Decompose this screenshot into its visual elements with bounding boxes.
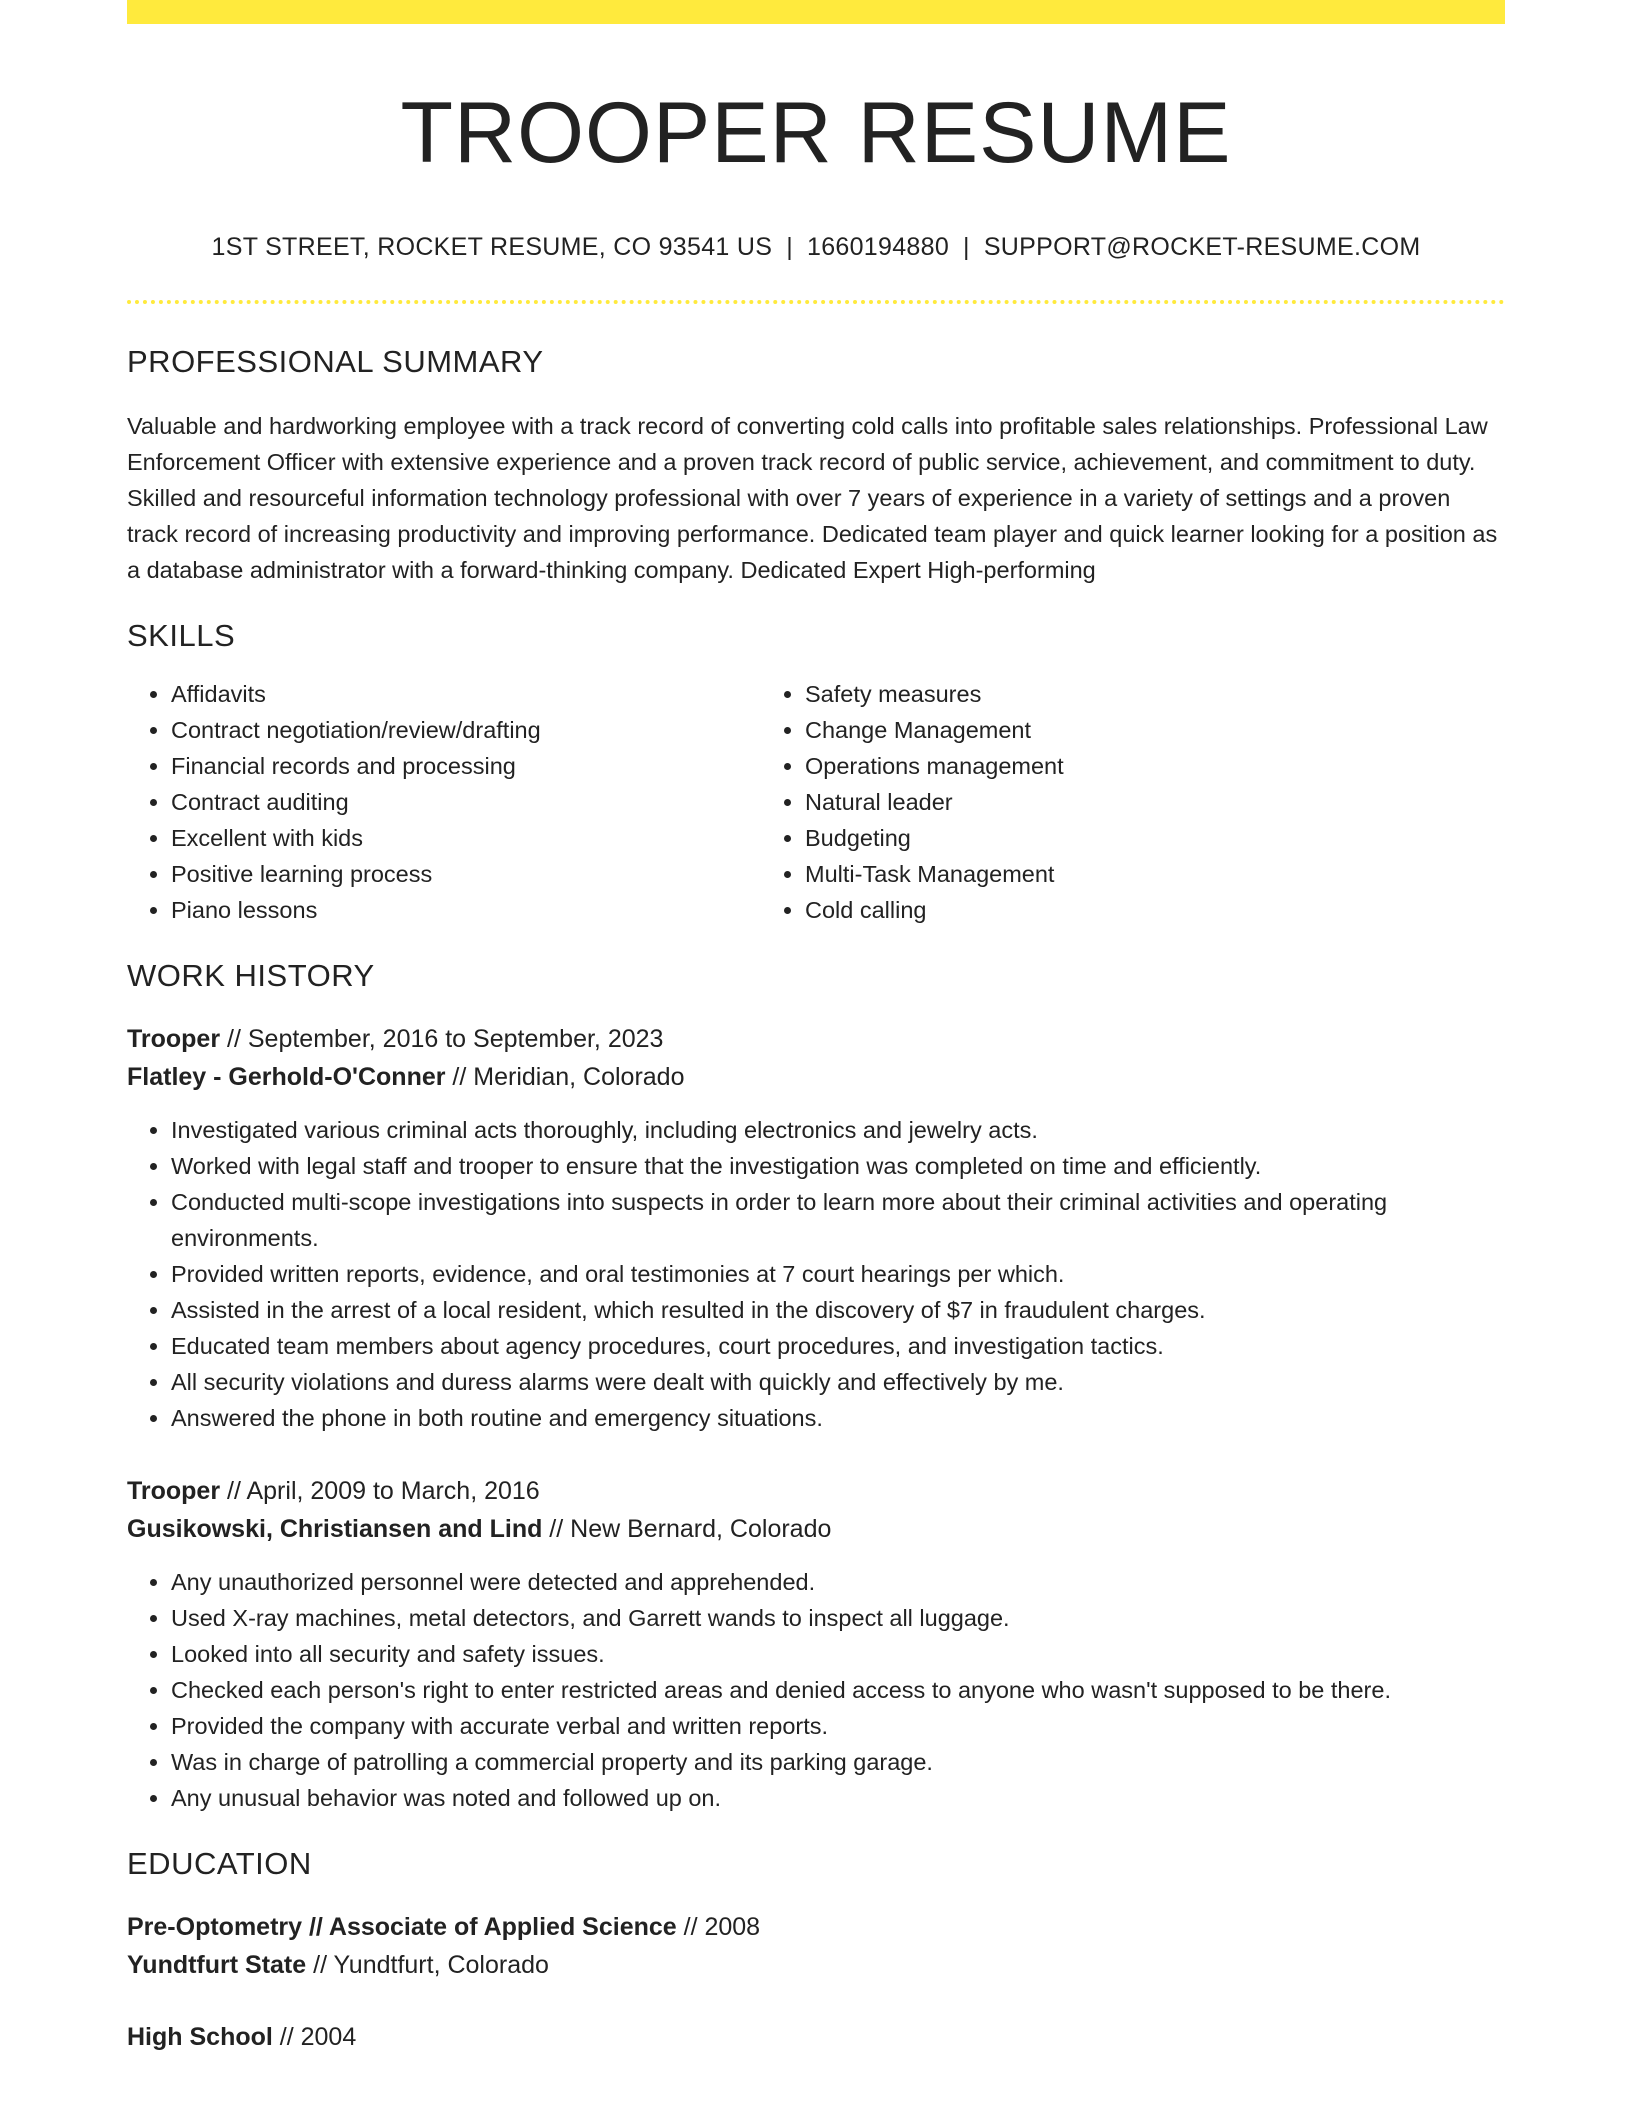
education-year: // 2008 bbox=[676, 1913, 761, 1942]
job-location: // New Bernard, Colorado bbox=[542, 1515, 832, 1544]
job-entry bbox=[127, 1020, 1505, 1436]
education-degree-line bbox=[127, 1908, 1505, 1946]
job-duty: • Investigated various criminal acts thoroughly, including electronics and jewelry acts. bbox=[171, 1112, 1505, 1148]
job-entry bbox=[127, 1472, 1505, 1816]
education-school: Yundtfurt State bbox=[127, 1951, 307, 1980]
job-duty: • Checked each person's right to enter restricted areas and denied access to anyone who wasn't supposed to be there. bbox=[171, 1672, 1505, 1708]
skill-item: • Contract auditing bbox=[171, 784, 761, 820]
skill-item: • Piano lessons bbox=[171, 892, 761, 928]
job-duties bbox=[127, 1564, 1505, 1816]
section-title-education: EDUCATION bbox=[127, 1846, 312, 1882]
contact-separator: | bbox=[786, 233, 793, 262]
job-duty: • Any unusual behavior was noted and followed up on. bbox=[171, 1780, 1505, 1816]
section-title-skills: SKILLS bbox=[127, 618, 236, 654]
job-duty: • Provided written reports, evidence, and oral testimonies at 7 court hearings per which. bbox=[171, 1256, 1505, 1292]
contact-address: 1ST STREET, ROCKET RESUME, CO 93541 US bbox=[211, 233, 773, 262]
skill-item: • Financial records and processing bbox=[171, 748, 761, 784]
job-role: Trooper bbox=[127, 1477, 221, 1506]
resume-page bbox=[127, 0, 1505, 2056]
skill-item: • Excellent with kids bbox=[171, 820, 761, 856]
job-duty: • Looked into all security and safety issues. bbox=[171, 1636, 1505, 1672]
education-school-line bbox=[127, 1946, 1505, 1984]
skill-item: • Safety measures bbox=[805, 676, 1461, 712]
education-year: // 2004 bbox=[272, 2023, 357, 2052]
skills-column-right bbox=[761, 676, 1461, 928]
job-duty: • All security violations and duress alarms were dealt with quickly and effectively by me. bbox=[171, 1364, 1505, 1400]
job-location: // Meridian, Colorado bbox=[445, 1063, 685, 1092]
job-title-line bbox=[127, 1020, 1505, 1058]
job-company-line bbox=[127, 1058, 1505, 1096]
skill-item: • Multi-Task Management bbox=[805, 856, 1461, 892]
accent-top-bar bbox=[127, 0, 1505, 24]
job-company-line bbox=[127, 1510, 1505, 1548]
education-entry bbox=[127, 1908, 1505, 1984]
skill-item: • Contract negotiation/review/drafting bbox=[171, 712, 761, 748]
section-title-work-history: WORK HISTORY bbox=[127, 958, 375, 994]
summary-text: Valuable and hardworking employee with a track record of converting cold calls into profitable sales relationships. Professional Law Enforcement Officer with extensive experience and a proven track record of public service, achievement, and commitment to duty. Skilled and resourceful information technology professional with over 7 years of experience in a variety of settings and a proven track record of increasing productivity and improving performance. Dedicated team player and quick learner looking for a position as a database administrator with a forward-thinking company. Dedicated Expert High-performing bbox=[127, 413, 1498, 584]
job-duty: • Educated team members about agency procedures, court procedures, and investigation tactics. bbox=[171, 1328, 1505, 1364]
skills-column-left bbox=[127, 676, 761, 928]
dotted-divider bbox=[127, 300, 1505, 304]
job-duty: • Was in charge of patrolling a commercial property and its parking garage. bbox=[171, 1744, 1505, 1780]
education-degree-line bbox=[127, 2018, 1505, 2056]
job-duty: • Any unauthorized personnel were detected and apprehended. bbox=[171, 1564, 1505, 1600]
skill-item: • Budgeting bbox=[805, 820, 1461, 856]
education-location: // Yundtfurt, Colorado bbox=[306, 1951, 549, 1980]
education-degree: High School bbox=[127, 2023, 273, 2052]
job-duty: • Worked with legal staff and trooper to ensure that the investigation was completed on time and efficiently. bbox=[171, 1148, 1505, 1184]
job-dates: // September, 2016 to September, 2023 bbox=[220, 1025, 664, 1054]
contact-email: SUPPORT@ROCKET-RESUME.COM bbox=[983, 233, 1421, 262]
skill-item: • Natural leader bbox=[805, 784, 1461, 820]
section-title-summary: PROFESSIONAL SUMMARY bbox=[127, 344, 544, 380]
job-duty: • Assisted in the arrest of a local resident, which resulted in the discovery of $7 in fraudulent charges. bbox=[171, 1292, 1505, 1328]
job-duty: • Used X-ray machines, metal detectors, and Garrett wands to inspect all luggage. bbox=[171, 1600, 1505, 1636]
skill-item: • Positive learning process bbox=[171, 856, 761, 892]
skill-item: • Operations management bbox=[805, 748, 1461, 784]
job-role: Trooper bbox=[127, 1025, 221, 1054]
skill-item: • Change Management bbox=[805, 712, 1461, 748]
skill-item: • Cold calling bbox=[805, 892, 1461, 928]
job-dates: // April, 2009 to March, 2016 bbox=[220, 1477, 540, 1506]
job-duty: • Answered the phone in both routine and emergency situations. bbox=[171, 1400, 1505, 1436]
education-entry bbox=[127, 2018, 1505, 2056]
skills-list bbox=[127, 676, 1505, 928]
job-title-line bbox=[127, 1472, 1505, 1510]
job-company: Gusikowski, Christiansen and Lind bbox=[127, 1515, 543, 1544]
skill-item: • Affidavits bbox=[171, 676, 761, 712]
resume-name: TROOPER RESUME bbox=[400, 85, 1232, 181]
job-company: Flatley - Gerhold-O'Conner bbox=[127, 1063, 446, 1092]
job-duties bbox=[127, 1112, 1505, 1436]
contact-line bbox=[127, 233, 1505, 262]
education-degree: Pre-Optometry // Associate of Applied Science bbox=[127, 1913, 677, 1942]
job-duty: • Conducted multi-scope investigations into suspects in order to learn more about their criminal activities and operating environments. bbox=[171, 1184, 1505, 1256]
contact-phone: 1660194880 bbox=[806, 233, 950, 262]
contact-separator: | bbox=[963, 233, 970, 262]
job-duty: • Provided the company with accurate verbal and written reports. bbox=[171, 1708, 1505, 1744]
